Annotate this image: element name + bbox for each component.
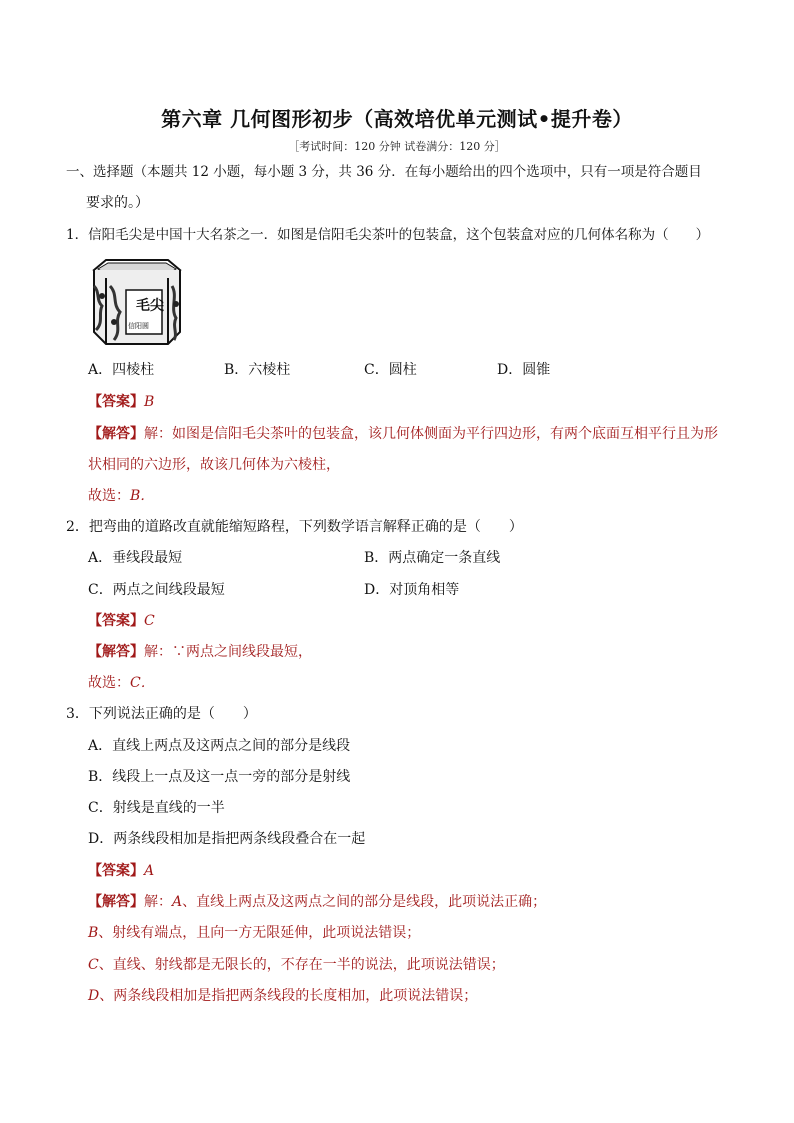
explanation-text: 解：∵两点之间线段最短，: [144, 644, 312, 660]
q3-option-c: C．射线是直线的一半: [88, 800, 225, 816]
q3-option-b: B．线段上一点及这一点一旁的部分是射线: [88, 769, 351, 785]
q2-option-d: D．对顶角相等: [364, 582, 460, 598]
selection-value: C．: [130, 675, 155, 691]
option-letter: D: [88, 988, 100, 1004]
selection-value: B．: [130, 488, 155, 504]
q2-option-a: A．垂线段最短: [88, 550, 183, 566]
option-letter: A: [172, 894, 183, 910]
q2-answer: [88, 611, 155, 631]
q3-answer: [88, 861, 154, 881]
explanation-text: 、直线、射线都是无限长的，不存在一半的说法，此项说法错误；: [98, 957, 505, 973]
q3-option-d: D．两条线段相加是指把两条线段叠合在一起: [88, 831, 366, 847]
option-letter: C: [88, 957, 99, 973]
q3-explanation-c: [88, 955, 505, 975]
explanation-tag: 【解答】: [88, 644, 144, 660]
q1-selection: [88, 486, 154, 506]
q1-answer: [88, 392, 154, 412]
q3-option-a: A．直线上两点及这两点之间的部分是线段: [88, 738, 351, 754]
answer-value: C: [144, 613, 155, 629]
explanation-text: 解：如图是信阳毛尖茶叶的包装盒，该几何体侧面为平行四边形，有两个底面互相平行且为形: [144, 426, 718, 442]
q1-option-c: C．圆柱: [364, 362, 417, 378]
explanation-tag: 【解答】: [88, 426, 144, 442]
explanation-tag: 【解答】: [88, 894, 144, 910]
option-letter: B: [88, 925, 99, 941]
question-3-stem: 3．下列说法正确的是（ ）: [66, 706, 257, 722]
tea-box-label-big: 毛尖: [136, 298, 164, 314]
q1-explanation-line1: [88, 424, 718, 444]
answer-tag: 【答案】: [88, 613, 144, 629]
explanation-text: 、射线有端点，且向一方无限延伸，此项说法错误；: [98, 925, 421, 941]
q3-explanation-a: [88, 892, 546, 912]
exam-info: ［考试时间：120 分钟 试卷满分：120 分］: [288, 140, 506, 153]
q2-selection: [88, 673, 155, 693]
q2-option-b: B．两点确定一条直线: [364, 550, 501, 566]
tea-box-label-small: 信阳圆: [128, 322, 149, 330]
q1-option-d: D．圆锥: [497, 362, 551, 378]
question-2-stem: 2．把弯曲的道路改直就能缩短路程，下列数学语言解释正确的是（ ）: [66, 519, 523, 535]
q3-explanation-d: [88, 986, 477, 1006]
tea-box-image: [88, 252, 184, 348]
q3-explanation-b: [88, 923, 420, 943]
answer-value: B: [144, 394, 155, 410]
selection-label: 故选：: [88, 488, 130, 504]
q2-explanation: [88, 642, 312, 662]
explanation-prefix: 解：: [144, 894, 172, 910]
q1-option-a: A．四棱柱: [88, 362, 155, 378]
explanation-text: 、直线上两点及这两点之间的部分是线段，此项说法正确；: [182, 894, 547, 910]
answer-value: A: [144, 863, 155, 879]
explanation-text: 、两条线段相加是指把两条线段的长度相加，此项说法错误；: [99, 988, 478, 1004]
page-title: 第六章 几何图形初步（高效培优单元测试•提升卷）: [161, 107, 633, 131]
q1-explanation-line2: 状相同的六边形，故该几何体为六棱柱，: [88, 457, 340, 473]
q2-option-c: C．两点之间线段最短: [88, 582, 225, 598]
answer-tag: 【答案】: [88, 863, 144, 879]
section-heading-cont: 要求的。）: [86, 195, 149, 211]
section-heading: 一、选择题（本题共 12 小题，每小题 3 分，共 36 分．在每小题给出的四个选项中，只有一项是符合题目: [66, 164, 702, 180]
question-1-stem: 1．信阳毛尖是中国十大名茶之一．如图是信阳毛尖茶叶的包装盒，这个包装盒对应的几何体名称为（ ）: [66, 227, 710, 243]
q1-option-b: B．六棱柱: [224, 362, 291, 378]
selection-label: 故选：: [88, 675, 130, 691]
answer-tag: 【答案】: [88, 394, 144, 410]
